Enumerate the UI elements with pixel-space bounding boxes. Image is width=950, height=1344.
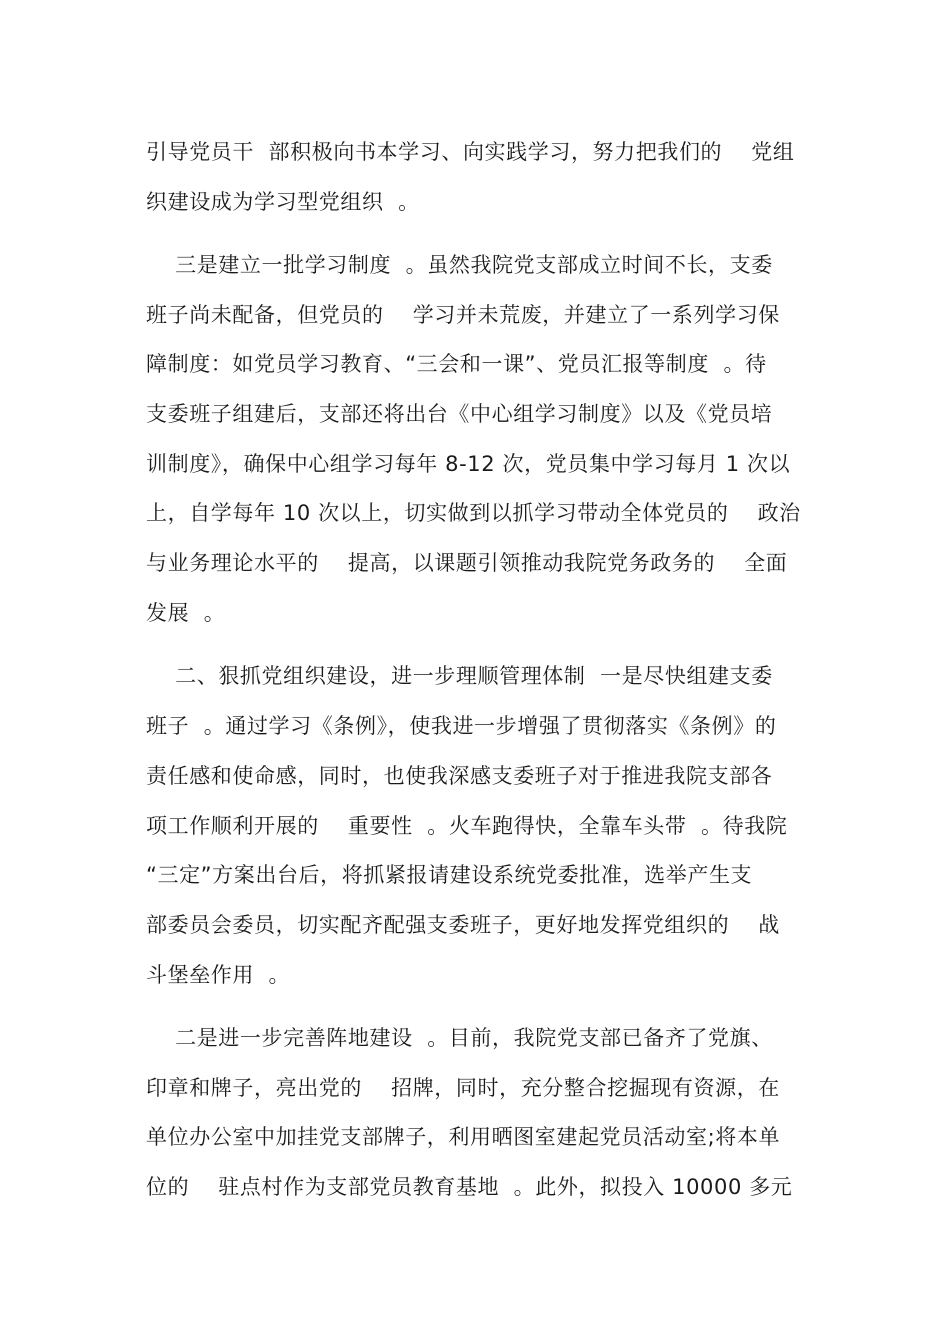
text-line: 班子尚未配备，但党员的 学习并未荒废，并建立了一系列学习保 [146,303,780,327]
text-line: 引导党员干 部积极向书本学习、向实践学习，努力把我们的 党组 [146,140,795,164]
text-line: 印章和牌子，亮出党的 招牌，同时，充分整合挖掘现有资源，在 [146,1076,780,1100]
text-line: 发展 。 [146,601,226,625]
text-line: 二是进一步完善阵地建设 。目前，我院党支部已备齐了党旗、 [146,1026,773,1050]
text-line: 上，自学每年 10 次以上，切实做到以抓学习带动全体党员的 政治 [146,501,801,525]
text-line: 织建设成为学习型党组织 。 [146,190,420,214]
text-line: 支委班子组建后，支部还将出台《中心组学习制度》以及《党员培 [146,402,773,426]
text-line: 责任感和使命感，同时，也使我深感支委班子对于推进我院支部各 [146,764,773,788]
text-line: 斗堡垒作用 。 [146,963,291,987]
text-line: 训制度》，确保中心组学习每年 8-12 次，党员集中学习每月 1 次以 [146,452,791,476]
text-line: 障制度：如党员学习教育、“三会和一课”、党员汇报等制度 。待 [146,352,767,376]
text-line: 二、狠抓党组织建设，进一步理顺管理体制 一是尽快组建支委 [146,664,773,688]
text-line: “三定”方案出台后，将抓紧报请建设系统党委批准，选举产生支 [146,863,753,887]
text-line: 与业务理论水平的 提高，以课题引领推动我院党务政务的 全面 [146,551,788,575]
text-line: 部委员会委员，切实配齐配强支委班子，更好地发挥党组织的 战 [146,913,780,937]
text-line: 单位办公室中加挂党支部牌子，利用晒图室建起党员活动室;将本单 [146,1125,781,1149]
text-line: 三是建立一批学习制度 。虽然我院党支部成立时间不长，支委 [146,253,773,277]
text-line: 项工作顺利开展的 重要性 。火车跑得快，全靠车头带 。待我院 [146,814,788,838]
text-line: 位的 驻点村作为支部党员教育基地 。此外，拟投入 10000 多元 [146,1175,793,1199]
text-line: 班子 。通过学习《条例》，使我进一步增强了贯彻落实《条例》的 [146,714,777,738]
